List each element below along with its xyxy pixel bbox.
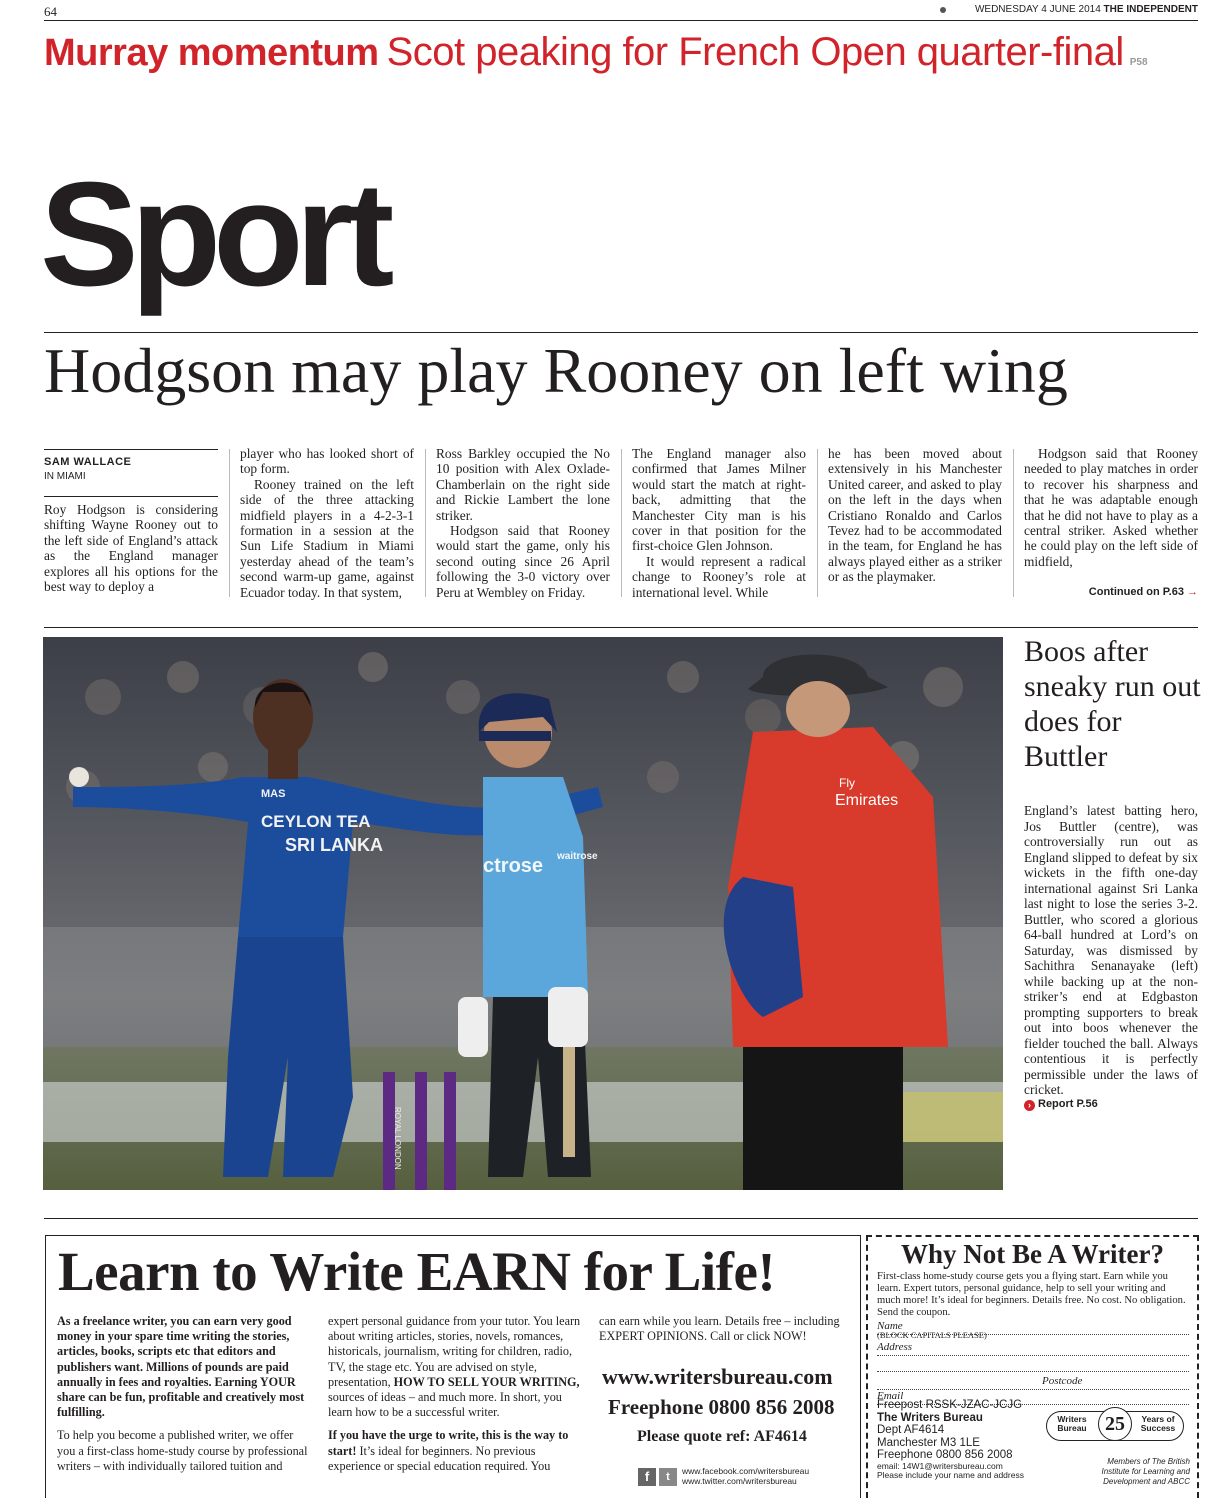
stumps	[383, 1072, 456, 1190]
photo-caption: England’s latest batting hero, Jos Buttler (centre), was controversially run out as England slipped to defeat by six wickets in the fifth one-day international against Sri Lanka last night to lose the series 3-2. Buttler, who scored a glorious 64-ball hundred at Lord’s on Saturday, was dismissed by Sachithra Senanayake (left) while backing up at the non-striker’s end at Edgbaston prompting supporters to break out into boos whenever the fielder touched the ball. Always contentious it is perfectly permissible under the laws of cricket.	[1024, 803, 1198, 1097]
members-note: Members of The British Institute for Learning and Development and ABCC	[1101, 1457, 1190, 1486]
cricket-photo	[43, 637, 1003, 1190]
bullet-dot	[940, 7, 946, 13]
arrow-circle-icon: ›	[1024, 1100, 1035, 1111]
paper-name: THE INDEPENDENT	[1103, 4, 1198, 15]
freepost: Freepost RSSK-JZAC-JCJG	[877, 1399, 1023, 1411]
ad-paragraph: To help you become a published writer, we offer you a first-class home-study course by professional writers – with individually tailored tuition and	[57, 1428, 308, 1473]
photo-headline: Boos after sneaky run out does for Buttler	[1024, 635, 1201, 773]
address-label: Address	[877, 1341, 913, 1353]
twitter-icon[interactable]: t	[659, 1468, 677, 1486]
shirt-sri-lanka: SRI LANKA	[285, 835, 383, 855]
ad-paragraph-bold: As a freelance writer, you can earn very good money in your spare time writing the stories, articles, books, scripts etc that editors and publishers want. Millions of pounds are paid annually in fees and royalties. Earning YOUR share can be fun, profitable and creatively most fulfilling.	[57, 1314, 305, 1420]
article-paragraph: The England manager also confirmed that James Milner would start the match at right-back, admitting that the Manchester City man is his cover in that position for the first-choice Glen Johnson.	[632, 446, 806, 554]
article-col-2	[240, 446, 414, 600]
ad-headline: Learn to Write EARN for Life!	[58, 1241, 776, 1302]
ad-col-3	[599, 1314, 854, 1352]
article-col-6	[1024, 446, 1198, 569]
twitter-url[interactable]: www.twitter.com/writersbureau	[682, 1476, 797, 1486]
postcode-field[interactable]	[877, 1375, 1189, 1390]
column-divider	[425, 449, 426, 597]
byline-rule	[44, 496, 218, 497]
section-rule	[44, 627, 1198, 628]
coupon-small-print	[877, 1462, 1077, 1481]
ad-freephone: Freephone 0800 856 2008	[608, 1395, 835, 1419]
coupon-headline: Why Not Be A Writer?	[901, 1239, 1164, 1269]
stump-text: ROYAL LONDON	[393, 1107, 402, 1170]
headline-rule	[44, 332, 1198, 333]
date: WEDNESDAY 4 JUNE 2014	[974, 4, 1101, 15]
promo-banner[interactable]	[44, 26, 1148, 89]
section-masthead: Sport	[40, 152, 387, 317]
article-paragraph: Roy Hodgson is considering shifting Wayne Rooney out to the left side of England’s attack as the England manager explores all his options for the best way to deploy a	[44, 502, 218, 595]
address-line-2[interactable]	[877, 1357, 1189, 1372]
article-col-5	[828, 446, 1002, 585]
umpire-emirates: Emirates	[835, 792, 899, 809]
badge-right: Years of Success	[1140, 1414, 1176, 1433]
top-rule	[44, 20, 1198, 21]
badge-number: 25	[1098, 1407, 1132, 1441]
dateline	[975, 4, 1198, 15]
report-link[interactable]	[1024, 1098, 1098, 1111]
anniversary-badge	[1046, 1409, 1186, 1443]
coupon-email: email: 14W1@writersbureau.com	[877, 1460, 1003, 1471]
city: Manchester M3 1LE	[877, 1436, 980, 1449]
ad-rule	[44, 1218, 1198, 1219]
facebook-url[interactable]: www.facebook.com/writersbureau	[682, 1466, 810, 1476]
column-divider	[229, 449, 230, 597]
social-urls	[682, 1466, 809, 1486]
report-label: Report P.56	[1038, 1098, 1098, 1110]
continued-link[interactable]	[1089, 586, 1198, 598]
photo-svg	[43, 637, 1003, 1190]
ad-quote-ref: Please quote ref: AF4614	[637, 1428, 807, 1445]
article-paragraph: Hodgson said that Rooney needed to play matches in order to recover his sharpness and that he was adaptable enough that he did not have to play as a central striker. Asked whether he could play on the left side of midfield,	[1024, 446, 1198, 569]
column-divider	[621, 449, 622, 597]
article-col-3	[436, 446, 610, 600]
shirt-mas-logo: MAS	[261, 788, 286, 800]
promo-kicker: Murray momentum	[44, 32, 379, 74]
ad-text: sources of ideas – and much more. In short, you learn how to be a successful writer.	[328, 1390, 562, 1420]
address-field[interactable]	[877, 1341, 1189, 1356]
facebook-icon[interactable]: f	[638, 1468, 656, 1486]
lead-headline: Hodgson may play Rooney on left wing	[44, 335, 1068, 406]
ad-col-2	[328, 1314, 581, 1482]
coupon-text: First-class home-study course gets you a flying start. Earn while you learn. Expert tutors, personal guidance, help to sell your writing and much more! It’s ideal for beginners. Details free. No cost. No obligation. Send the coupon.	[877, 1271, 1186, 1318]
continued-label: Continued on P.63	[1088, 586, 1184, 598]
article-paragraph: he has been moved about extensively in his Manchester United career, and asked to play on the left in the days when Cristiano Ronaldo and Carlos Tevez had to be accommodated in the team, for England he has always played either as a striker or as the playmaker.	[828, 446, 1002, 585]
arrow-right-icon: →	[1187, 586, 1198, 598]
column-divider	[817, 449, 818, 597]
umpire-fly: Fly	[839, 776, 855, 790]
dept: Dept AF4614	[877, 1424, 945, 1436]
sleeve-waitrose: waitrose	[557, 851, 598, 862]
name-label: Name	[877, 1320, 903, 1332]
coupon[interactable]	[866, 1235, 1199, 1498]
ad-text-bold: If you have the urge to write, this is the way to start!	[328, 1428, 569, 1458]
article-paragraph: Rooney trained on the left side of the three attacking midfield players in a 4-2-3-1 formation in a session at the Sun Life Stadium in Miami yesterday ahead of the team’s second warm-up game, against Ecuador today. In that system,	[240, 476, 414, 600]
column-divider	[1013, 449, 1014, 597]
ad-website[interactable]: www.writersbureau.com	[602, 1364, 833, 1389]
writers-bureau-ad[interactable]	[45, 1235, 861, 1498]
social-links	[638, 1466, 828, 1490]
article-paragraph: Hodgson said that Rooney would start the game, only his second outing since 26 April following the 3-0 victory over Peru at Wembley on Friday.	[436, 523, 610, 600]
article-col-1	[44, 502, 218, 594]
ad-text: expert personal guidance from your tutor. You learn about writing articles, stories, novels, romances, historicals, journalism, writing for children, radio, TV, the stage etc. You are advised on style, presentation,	[328, 1314, 581, 1389]
author-location: IN MIAMI	[44, 471, 86, 482]
page-number: 64	[44, 4, 57, 19]
ad-paragraph	[328, 1314, 581, 1420]
byline	[44, 449, 218, 594]
email-label: Email	[877, 1390, 904, 1402]
author-name: SAM WALLACE	[44, 456, 132, 468]
postcode-label: Postcode	[1042, 1375, 1083, 1387]
coupon-freephone: Freephone 0800 856 2008	[877, 1449, 1013, 1461]
badge-left: Writers Bureau	[1057, 1414, 1087, 1433]
coupon-note: Please include your name and address	[877, 1470, 1024, 1480]
promo-page-ref: P58	[1129, 57, 1148, 68]
promo-headline: Scot peaking for French Open quarter-final	[386, 30, 1124, 74]
org-name: The Writers Bureau	[877, 1411, 983, 1424]
ad-col-1	[57, 1314, 310, 1482]
ad-text: It’s ideal for beginners. No previous experience or special education required. You	[328, 1443, 551, 1473]
ad-text-bold: HOW TO SELL YOUR WRITING,	[393, 1374, 580, 1389]
ad-paragraph	[328, 1428, 581, 1474]
ad-paragraph: can earn while you learn. Details free – including EXPERT OPINIONS. Call or click NOW!	[599, 1314, 840, 1344]
article-paragraph: It would represent a radical change to Rooney’s role at international level. While	[632, 553, 806, 600]
block-caps-note: (BLOCK CAPITALS PLEASE)	[877, 1330, 987, 1340]
article-paragraph: Ross Barkley occupied the No 10 position with Alex Oxlade-Chamberlain on the right side and Rickie Lambert the lone striker.	[436, 446, 610, 523]
shirt-ceylon-tea: CEYLON TEA	[261, 812, 371, 831]
article-paragraph: player who has looked short of top form.	[240, 446, 414, 477]
shirt-waitrose: ctrose	[483, 855, 544, 877]
article-col-4	[632, 446, 806, 600]
